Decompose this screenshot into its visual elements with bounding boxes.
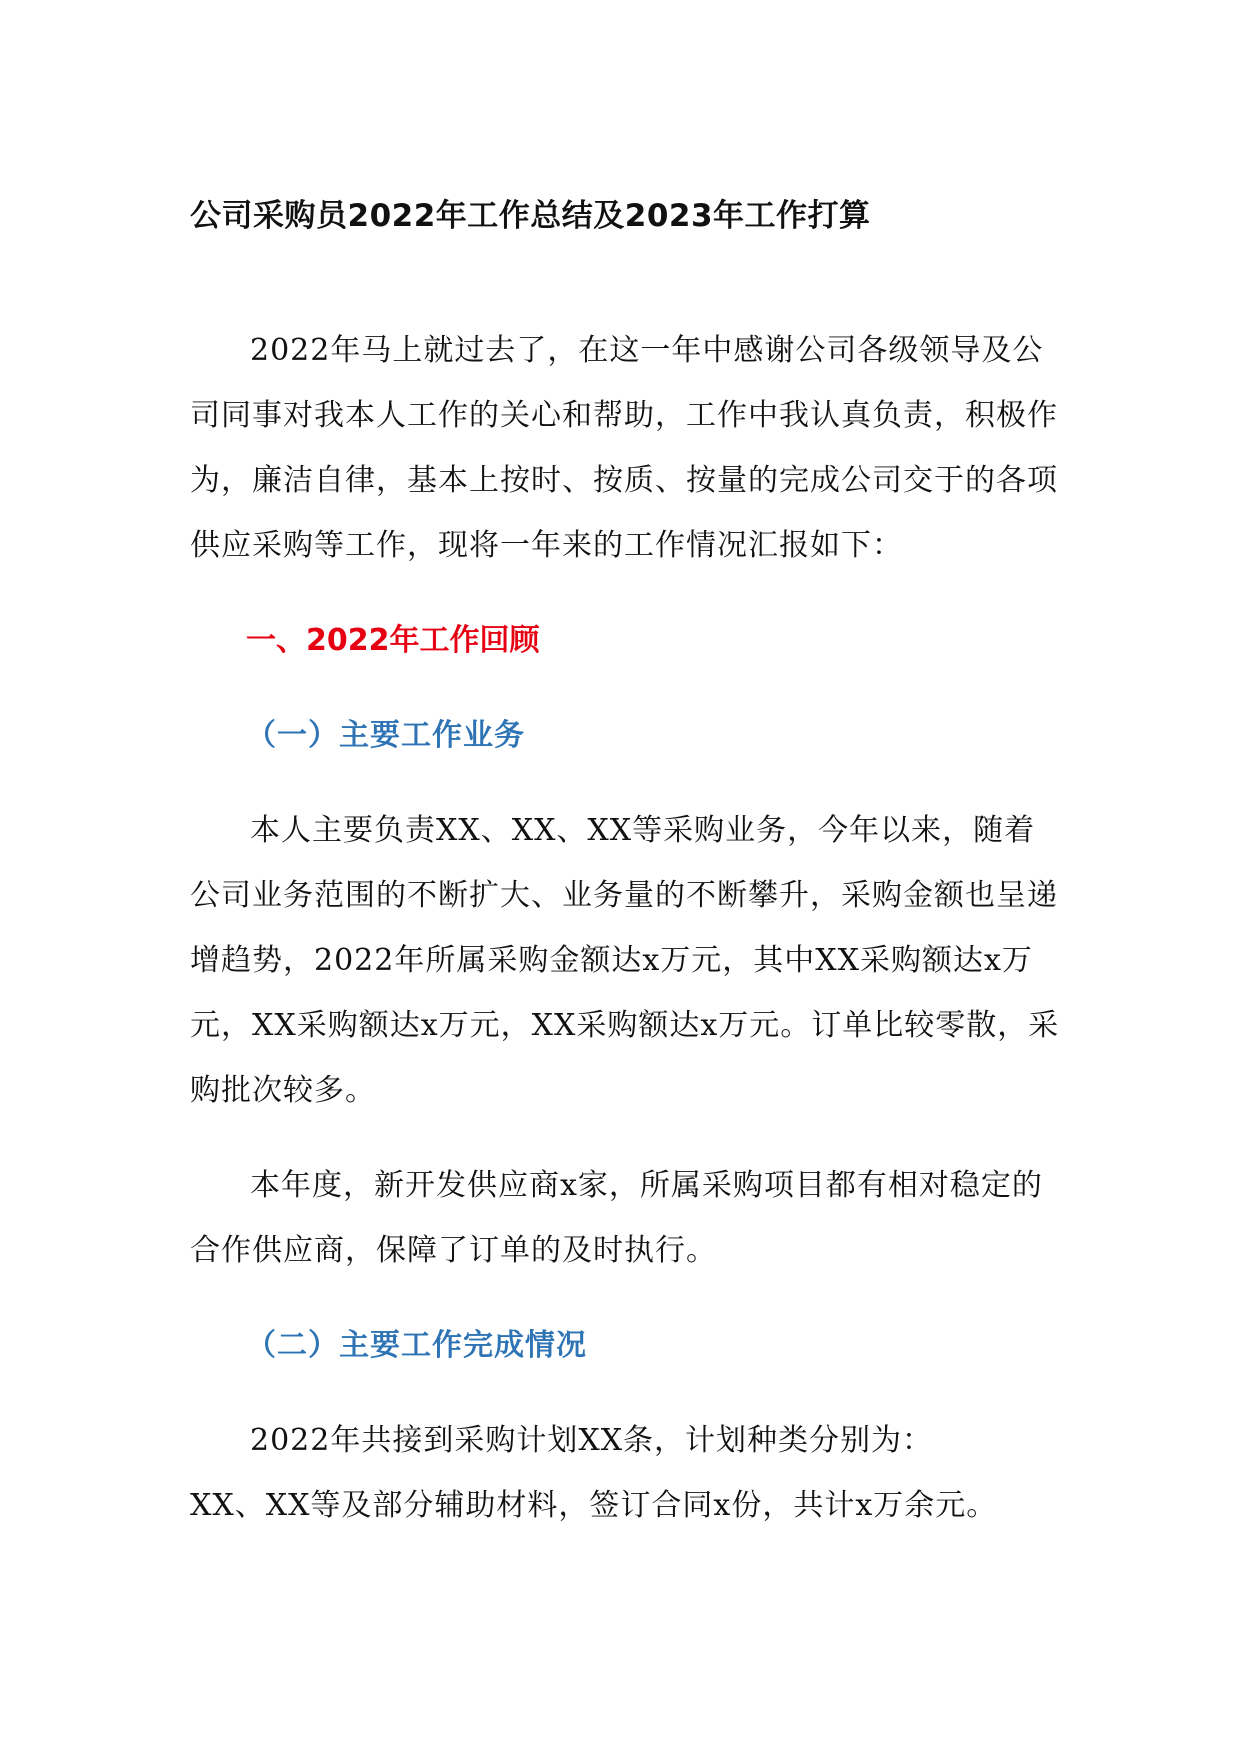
spacer bbox=[190, 673, 1060, 703]
spacer bbox=[190, 768, 1060, 798]
document-page bbox=[190, 196, 1060, 1538]
document-title: 公司采购员2022年工作总结及2023年工作打算 bbox=[190, 198, 871, 234]
section-heading-review: 一、2022年工作回顾 bbox=[246, 623, 540, 658]
supplier-paragraph: 本年度，新开发供应商x家，所属采购项目都有相对稳定的合作供应商，保障了订单的及时执行。 bbox=[190, 1168, 1043, 1268]
business-paragraph: 本人主要负责XX、XX、XX等采购业务，今年以来，随着公司业务范围的不断扩大、业务量的不断攀升，采购金额也呈递增趋势，2022年所属采购金额达x万元，其中XX采购额达x万元，XX采购额达x万元，XX采购额达x万元。订单比较零散，采购批次较多。 bbox=[190, 813, 1060, 1108]
intro-paragraph: 2022年马上就过去了，在这一年中感谢公司各级领导及公司同事对我本人工作的关心和帮助，工作中我认真负责，积极作为，廉洁自律，基本上按时、按质、按量的完成公司交于的各项供应采购等工作，现将一年来的工作情况汇报如下： bbox=[190, 333, 1058, 563]
subsection-heading-completion: （二）主要工作完成情况 bbox=[246, 1328, 587, 1363]
spacer bbox=[190, 1123, 1060, 1153]
spacer bbox=[190, 578, 1060, 608]
completion-paragraph-line2: XX、XX等及部分辅助材料，签订合同x份，共计x万余元。 bbox=[190, 1488, 998, 1523]
completion-paragraph-line1: 2022年共接到采购计划XX条，计划种类分别为： bbox=[250, 1423, 934, 1458]
subsection-heading-main-business: （一）主要工作业务 bbox=[246, 718, 525, 753]
spacer bbox=[190, 1283, 1060, 1313]
spacer bbox=[190, 1378, 1060, 1408]
